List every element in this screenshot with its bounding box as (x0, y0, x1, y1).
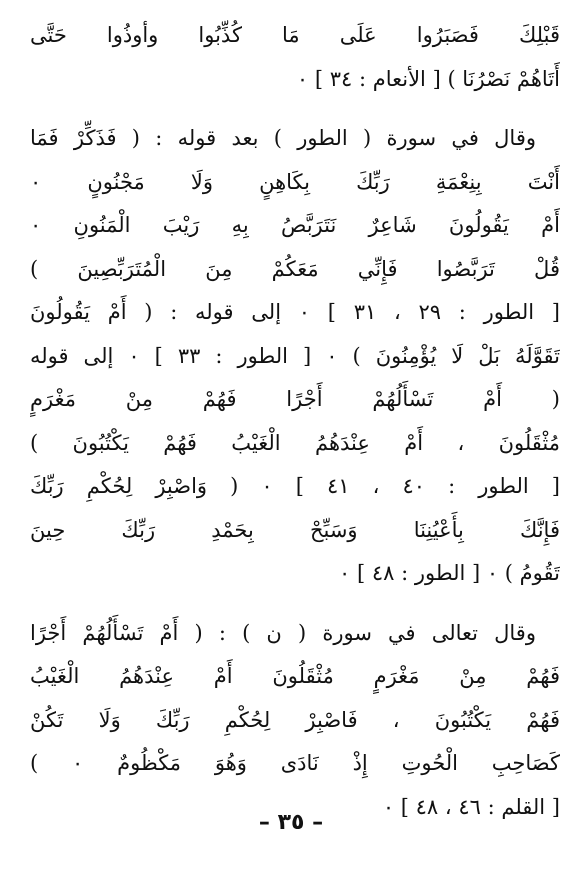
text-line: [ الطور : ٢٩ ، ٣١ ] ٠ إلى قوله : ( أَمْ يَقُولُونَ (30, 300, 560, 324)
paragraph-qalam (30, 612, 560, 830)
paragraph-gap (30, 101, 560, 117)
text-line: تَقُومُ ) ٠ [ الطور : ٤٨ ] ٠ (339, 561, 560, 585)
text-line: [ القلم : ٤٦ ، ٤٨ ] ٠ (382, 794, 560, 819)
paragraph-tur (30, 117, 560, 596)
text-line: وقال تعالى في سورة ( ن ) : ( أَمْ تَسْأَلُهُمْ أَجْرًا (30, 620, 536, 645)
text-line: فَهُمْ يَكْتُبُونَ ، فَاصْبِرْ لِحُكْمِ رَبِّكَ وَلَا تَكُنْ (30, 707, 560, 732)
text-line: تَقَوَّلَهُ بَلْ لَا يُؤْمِنُونَ ) ٠ [ الطور : ٣٣ ] ٠ إلى قوله (30, 343, 560, 368)
page-number: – ٣٥ – (258, 810, 324, 835)
text-line: قُلْ تَرَبَّصُوا فَإِنِّي مَعَكُمْ مِنَ الْمُتَرَبِّصِينَ ) (30, 256, 560, 281)
paragraph-anam (30, 14, 560, 101)
text-line: ( أَمْ تَسْأَلُهُمْ أَجْرًا فَهُمْ مِنْ مَغْرَمٍ (30, 387, 560, 411)
text-line: أَمْ يَقُولُونَ شَاعِرٌ نَتَرَبَّصُ بِهِ رَيْبَ الْمَنُونِ ٠ (30, 213, 560, 237)
text-line: مُثْقَلُونَ ، أَمْ عِنْدَهُمُ الْغَيْبُ فَهُمْ يَكْتُبُونَ ) (30, 430, 560, 455)
text-line: قَبْلِكَ فَصَبَرُوا عَلَى مَا كُذِّبُوا وأوذُوا حَتَّى (30, 23, 560, 47)
text-line: [ الطور : ٤٠ ، ٤١ ] ٠ ( وَاصْبِرْ لِحُكْمِ رَبِّكَ (30, 474, 560, 498)
paragraph-gap (30, 596, 560, 612)
text-line: أَتَاهُمْ نَصْرُنَا ) [ الأنعام : ٣٤ ] ٠ (296, 66, 560, 91)
text-line: فَإِنَّكَ بِأَعْيُنِنَا وَسَبِّحْ بِحَمْدِ رَبِّكَ حِينَ (30, 517, 560, 542)
page-body (30, 14, 560, 829)
text-line: وقال في سورة ( الطور ) بعد قوله : ( فَذَكِّرْ فَمَا (30, 126, 536, 150)
text-line: كَصَاحِبِ الْحُوتِ إِذْ نَادَى وَهُوَ مَكْظُومٌ ٠ ) (30, 751, 560, 775)
text-line: فَهُمْ مِنْ مَغْرَمٍ مُثْقَلُونَ أَمْ عِنْدَهُمُ الْغَيْبُ (30, 664, 560, 688)
text-line: أَنْتَ بِنِعْمَةِ رَبِّكَ بِكَاهِنٍ وَلَا مَجْنُونٍ ٠ (30, 169, 560, 194)
